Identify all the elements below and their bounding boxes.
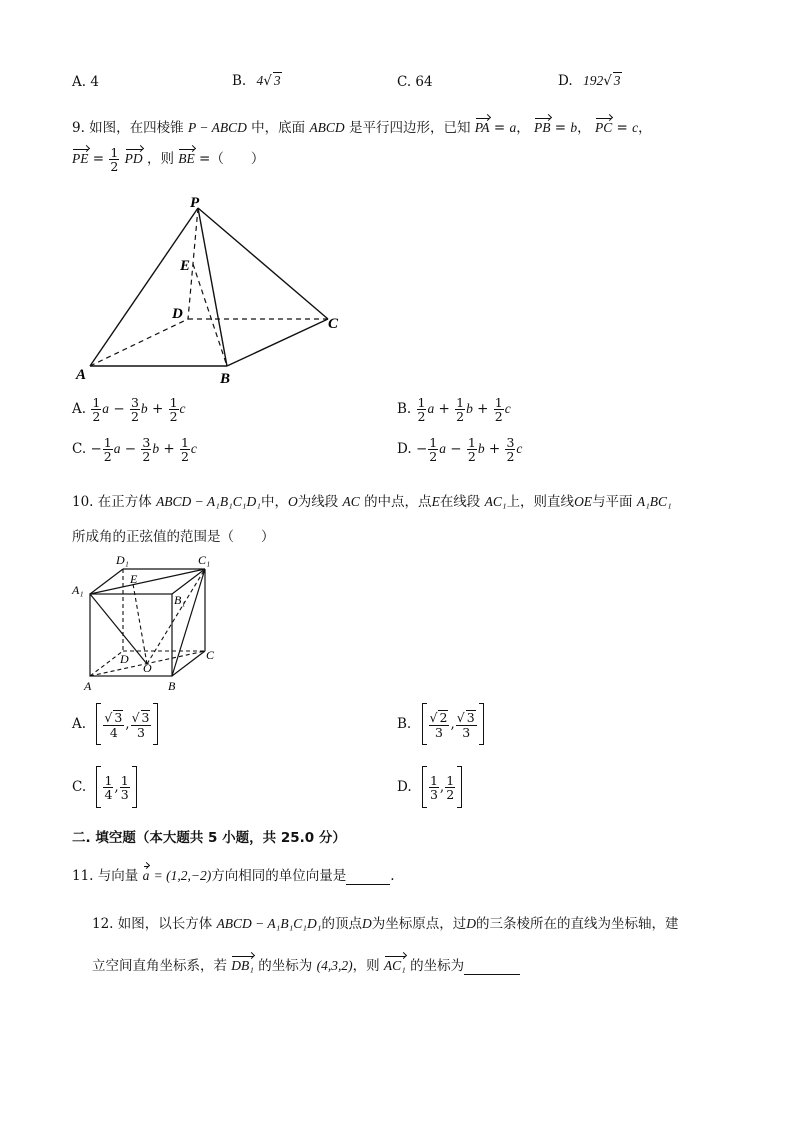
var-a: a	[102, 401, 110, 417]
coef-b	[130, 396, 140, 423]
vector-pb: PB	[534, 120, 551, 135]
coef-b	[455, 396, 465, 423]
answer-blank[interactable]	[464, 958, 520, 975]
math: OE	[574, 494, 593, 509]
denominator: 2	[180, 449, 189, 465]
denominator: 2	[92, 409, 101, 425]
option-label: B.	[397, 401, 412, 418]
denominator: 3	[429, 787, 438, 802]
coef-a	[91, 396, 101, 423]
option-label: D.	[397, 778, 412, 795]
var-c: c	[179, 401, 186, 417]
text: 在线段	[439, 494, 481, 510]
numerator: 1	[456, 395, 465, 410]
sign: +	[477, 401, 489, 418]
label-d1: D₁	[116, 553, 129, 567]
interval: $\frac{1}{4}$ , $\frac{1}{3}$	[96, 767, 136, 807]
numerator: 3	[142, 435, 151, 450]
comma: ，	[638, 120, 652, 136]
text: ，则	[146, 151, 174, 168]
denominator: 3	[435, 724, 443, 740]
text: 中，	[260, 494, 288, 510]
numerator: 1	[104, 772, 113, 788]
denominator: 2	[456, 409, 465, 425]
text: 为坐标原点，过	[371, 916, 467, 932]
eq: =	[493, 120, 506, 136]
vector-a: a	[142, 868, 150, 883]
coef-c	[505, 436, 515, 463]
var-c: c	[632, 120, 639, 135]
math: AC	[342, 494, 360, 509]
math: D	[361, 916, 372, 931]
pyramid-figure	[70, 192, 360, 392]
label-b1: B₁	[174, 593, 186, 607]
label-e: E	[180, 258, 191, 274]
denominator: 2	[494, 409, 503, 425]
denominator: 4	[109, 724, 118, 740]
q12-stem-line1	[92, 912, 678, 932]
numerator: 1	[169, 395, 178, 410]
sign: −	[90, 441, 102, 458]
numerator: 1	[110, 145, 119, 160]
text: 的中点，点	[364, 494, 432, 510]
math: D	[466, 916, 476, 931]
edge-bc	[227, 319, 328, 366]
text: 为线段	[297, 494, 339, 510]
option-label: C.	[72, 441, 87, 458]
sign: −	[113, 401, 125, 418]
var-a: a	[509, 120, 517, 135]
coef: 192	[582, 73, 604, 88]
q9-option-c[interactable]	[72, 436, 197, 463]
denominator: 4	[104, 787, 113, 802]
lower-bound	[429, 710, 450, 738]
coef-a	[103, 436, 113, 463]
coef-b	[141, 436, 151, 463]
text: 12. 如图，以长方体	[92, 916, 213, 932]
var-b: b	[570, 120, 578, 135]
q10-option-d[interactable]	[397, 767, 462, 807]
coef-c	[180, 436, 190, 463]
label-a1: A₁	[72, 583, 84, 597]
numerator: 1	[92, 395, 101, 410]
q10-option-a[interactable]	[72, 704, 158, 744]
sign: +	[438, 401, 450, 418]
numerator: 3	[130, 395, 139, 410]
eq: =	[616, 120, 628, 136]
option-label: C.	[72, 778, 87, 795]
radicand: 3	[466, 710, 475, 726]
sign: −	[124, 441, 137, 458]
text: 9. 如图，在四棱锥	[72, 120, 184, 136]
option-label: B.	[397, 715, 412, 732]
upper-bound	[445, 774, 455, 801]
option-label: A.	[72, 715, 87, 732]
denominator: 2	[103, 449, 112, 465]
vector-pd: PD	[124, 151, 143, 167]
segment-ac1-hidden	[147, 569, 205, 664]
vector-pc: PC	[594, 120, 613, 135]
lower-bound	[103, 710, 124, 738]
q9-stem-line2	[72, 146, 264, 173]
interval: $\frac{1}{3}$ , $\frac{1}{2}$	[422, 767, 462, 807]
sign: −	[415, 441, 428, 458]
label-b: B	[220, 371, 231, 387]
math: A₁BC₁	[636, 494, 672, 509]
coef-c	[494, 396, 504, 423]
q11-stem	[72, 864, 395, 885]
numerator: 1	[103, 435, 112, 450]
var-c: c	[504, 401, 511, 417]
math: (4,3,2)	[316, 958, 353, 973]
section-heading: 二. 填空题（本大题共 5 小题，共 25.0 分）	[72, 830, 346, 846]
numerator: 1	[446, 772, 455, 788]
answer-paren: =（ ）	[199, 151, 265, 168]
denominator: 2	[506, 449, 515, 465]
text: 的顶点	[321, 916, 362, 932]
denominator: 2	[446, 787, 455, 802]
denominator: 2	[142, 449, 151, 465]
sign: +	[488, 441, 501, 458]
upper-bound	[456, 710, 477, 738]
lower-bound	[103, 774, 113, 801]
radicand: 3	[273, 73, 281, 88]
label-a: A	[84, 679, 92, 693]
label-e: E	[130, 572, 138, 586]
var-c: c	[190, 441, 197, 457]
cube-figure	[70, 552, 230, 694]
segment-be-hidden	[193, 264, 227, 366]
q10-stem-line1	[72, 490, 672, 510]
denominator: 2	[429, 449, 438, 465]
denominator: 3	[137, 724, 145, 740]
denominator: 2	[467, 449, 476, 465]
vector-be: BE	[178, 151, 195, 167]
var-b: b	[477, 441, 485, 457]
var-a: a	[439, 441, 446, 457]
q9-option-a[interactable]	[72, 396, 186, 423]
text: 上，则直线	[506, 494, 575, 510]
option-label: D.	[558, 73, 573, 89]
label-d: D	[172, 306, 183, 322]
numerator: 1	[429, 772, 438, 788]
sign: +	[163, 441, 175, 458]
q8-option-a[interactable]: A. 4	[72, 74, 99, 90]
coef-b	[467, 436, 477, 463]
option-label: D.	[397, 441, 412, 458]
text: .	[390, 868, 395, 884]
option-label: A.	[72, 401, 87, 418]
q10-option-c[interactable]	[72, 767, 137, 807]
diag-bc1	[172, 569, 205, 676]
label-c: C	[206, 648, 215, 662]
vector-db1: DB₁	[231, 958, 254, 973]
edge-pa	[90, 208, 198, 366]
text: 11. 与向量	[72, 868, 139, 884]
comma: ，	[516, 120, 530, 136]
sign: +	[151, 401, 164, 418]
var-b: b	[140, 401, 148, 417]
radicand: 2	[439, 710, 448, 726]
label-b: B	[168, 679, 176, 693]
label-c: C	[328, 316, 339, 332]
lower-bound	[429, 774, 439, 801]
upper-bound	[131, 710, 152, 738]
math: O	[287, 494, 298, 509]
numerator: √ 2	[429, 710, 448, 726]
numerator: √ 3	[131, 710, 150, 726]
vector-pe: PE	[72, 151, 89, 167]
q10-option-b[interactable]	[397, 704, 484, 744]
numerator: 1	[417, 395, 426, 410]
var-b: b	[152, 441, 160, 457]
var-c: c	[516, 441, 523, 457]
interval: $\frac{√ 2}{3}$ , $\frac{√ 3}{3}$	[422, 704, 484, 744]
var-b: b	[466, 401, 473, 417]
edge-pc	[198, 208, 328, 319]
q8-option-c[interactable]: C. 64	[397, 74, 433, 90]
eq: =	[554, 120, 567, 136]
text: 10. 在正方体	[72, 494, 152, 510]
denominator: 2	[110, 159, 119, 175]
math: AC₁	[484, 494, 507, 509]
coef-a	[417, 396, 427, 423]
coef: 4	[256, 73, 264, 88]
interval: $\frac{√ 3}{4}$ , $\frac{√ 3}{3}$	[96, 704, 158, 744]
denominator: 3	[120, 787, 129, 802]
segment-oe-hidden	[133, 584, 147, 664]
numerator: 1	[120, 772, 129, 788]
numerator: √ 3	[456, 710, 475, 726]
label-o: O	[143, 661, 152, 675]
q9-stem-line1	[72, 116, 652, 136]
segment-ac1-visible	[90, 594, 147, 664]
front-face	[90, 594, 172, 676]
q10-stem-line2: 所成角的正弦值的范围是（ ）	[72, 529, 275, 545]
q8-option-d[interactable]: D. 192√ 3	[558, 73, 621, 89]
numerator: 1	[467, 435, 476, 450]
text: 的坐标为	[258, 958, 313, 974]
math: P − ABCD	[187, 120, 247, 135]
edge-pb	[198, 208, 227, 366]
radicand: 3	[141, 710, 150, 726]
var-a: a	[427, 401, 435, 417]
text: 是平行四边形，已知	[348, 120, 471, 136]
vector-pa: PA	[474, 120, 490, 135]
denominator: 2	[169, 409, 178, 425]
numerator: 3	[506, 435, 515, 450]
math: ABCD	[309, 120, 345, 135]
radicand: 3	[613, 73, 621, 88]
label-p: P	[190, 195, 200, 211]
text: 方向相同的单位向量是	[211, 868, 347, 884]
comma: ，	[577, 120, 591, 136]
math: ABCD − A₁B₁C₁D₁	[216, 916, 322, 931]
label-d: D	[120, 652, 129, 666]
text: ，则	[352, 958, 380, 974]
denominator: 2	[130, 409, 139, 425]
radicand: 3	[114, 710, 123, 726]
coef-a	[428, 436, 438, 463]
label-a: A	[76, 367, 87, 383]
fraction	[109, 146, 119, 173]
denominator: 2	[417, 409, 426, 425]
var-a: a	[113, 441, 121, 457]
denominator: 3	[462, 724, 471, 740]
sign: −	[450, 441, 462, 458]
text: 立空间直角坐标系，若	[92, 958, 227, 974]
coef-c	[169, 396, 179, 423]
label-c1: C₁	[198, 553, 211, 567]
q12-stem-line2	[92, 954, 520, 975]
numerator: 1	[494, 395, 503, 410]
math: E	[431, 494, 440, 509]
numerator: 1	[180, 435, 189, 450]
text: 的坐标为	[410, 958, 465, 974]
edge-ad-hidden	[90, 319, 188, 366]
q9-option-d[interactable]	[397, 436, 522, 463]
numerator: 1	[429, 435, 438, 450]
q8-option-b[interactable]: B. 4√ 3	[232, 73, 281, 89]
answer-blank[interactable]	[346, 868, 390, 885]
text: 与平面	[592, 494, 633, 510]
vector-ac1: AC₁	[383, 958, 406, 973]
text: 的三条棱所在的直线为坐标轴，建	[475, 916, 679, 932]
math: ABCD − A₁B₁C₁D₁	[156, 494, 261, 509]
math: = (1,2,−2)	[153, 868, 212, 883]
option-label: B.	[232, 73, 247, 89]
upper-bound	[120, 774, 130, 801]
eq: =	[92, 151, 105, 168]
text: 中，底面	[251, 120, 306, 136]
numerator: √ 3	[104, 710, 123, 726]
q9-option-b[interactable]	[397, 396, 511, 423]
